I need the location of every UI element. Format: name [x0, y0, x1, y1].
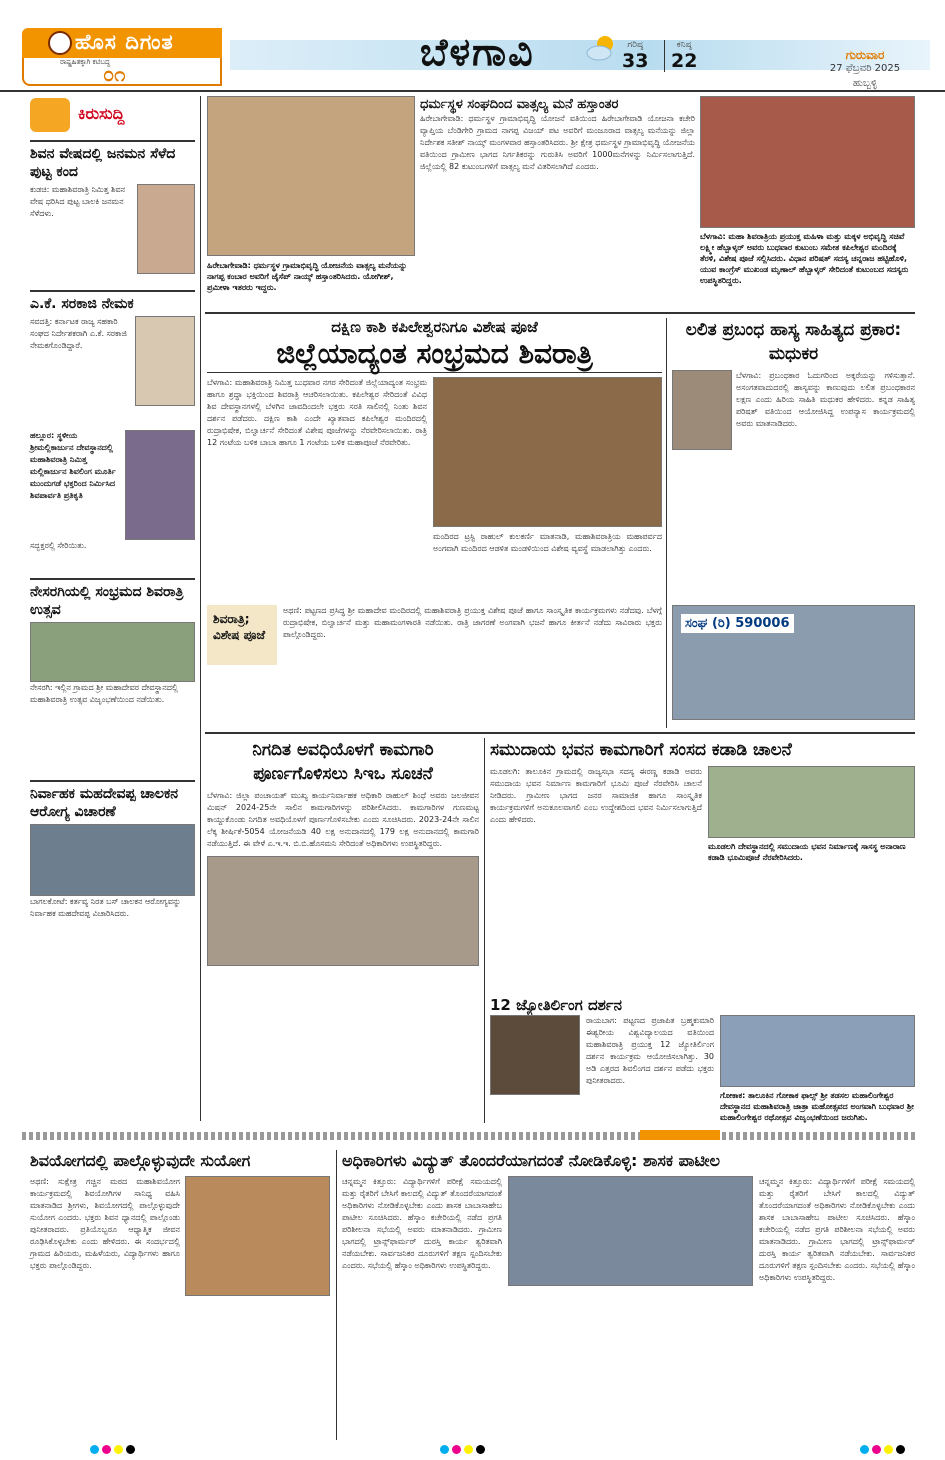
divider-strip — [22, 1132, 915, 1140]
photo-portrait — [135, 316, 195, 406]
registration-dots — [440, 1445, 500, 1455]
brief-title: ಶಿವನ ವೇಷದಲ್ಲಿ ಜನಮನ ಸೆಳೆದ ಪುಟ್ಟ ಕಂದ — [30, 140, 195, 184]
brief-body-tail: ಸದ್ಭಕ್ತರಲ್ಲಿ ಸೇರಿಯಿತು. — [30, 541, 87, 550]
date-block — [800, 48, 930, 89]
photo-procession — [185, 1176, 330, 1296]
photo-abhisheka — [433, 377, 662, 527]
lead-story — [207, 318, 662, 555]
box-title: ಶಿವರಾತ್ರಿ; ವಿಶೇಷ ಪೂಜೆ — [213, 612, 266, 642]
brief-body: ಹಲ್ಲೂರ: ಸ್ಥಳೀಯ ಶ್ರೀಮಲ್ಲಿಕಾರ್ಜುನ ದೇವಸ್ಥಾನದಲ್ಲಿ ಮಹಾಶಿವರಾತ್ರಿ ನಿಮಿತ್ತ ಮಲ್ಲಿಕಾರ್ಜುನ ಶಿವಲಿಂಗ ಮೂರ್ತಿ ಮುಂದುಗಡೆ ಭಕ್ತರಿಂದ ನಿರ್ಮಿಸಿದ ಶಿವಪಾರ್ವತಿ ಪ್ರತಿಕೃತಿ — [30, 431, 116, 500]
photo-story-vatsalya — [207, 96, 415, 293]
story-samudaya — [490, 738, 915, 863]
column-rule — [666, 318, 667, 728]
lead-kicker: ದಕ್ಷಿಣ ಕಾಶಿ ಕಪಿಲೇಶ್ವರನಿಗೂ ವಿಶೇಷ ಪೂಜೆ — [331, 318, 538, 336]
headline: ಸಮುದಾಯ ಭವನ ಕಾಮಗಾರಿಗೆ ಸಂಸದ ಕಡಾಡಿ ಚಾಲನೆ — [490, 740, 792, 760]
max-temp-label: ಗರಿಷ್ಠ — [627, 40, 644, 50]
photo-child — [137, 184, 195, 274]
photo-inspection — [207, 856, 479, 966]
brief-4 — [30, 578, 195, 706]
lead-body: ಬೆಳಗಾವಿ: ಮಹಾಶಿವರಾತ್ರಿ ನಿಮಿತ್ತ ಬುಧವಾರ ನಗರ ಸೇರಿದಂತೆ ಜಿಲ್ಲೆಯಾದ್ಯಂತ ಸಂಭ್ರಮ ಹಾಗೂ ಶ್ರದ್ಧಾ ಭಕ್ತಿಯಿಂದ ಶಿವರಾತ್ರಿ ಆಚರಿಸಲಾಯಿತು. ಕಪಿಲೇಶ್ವರ ಸೇರಿದಂತೆ ವಿವಿಧ ಶಿವ ದೇವಸ್ಥಾನಗಳಲ್ಲಿ ಬೆಳಗಿನ ಜಾವದಿಂದಲೇ ಭಕ್ತರು ಸರತಿ ಸಾಲಿನಲ್ಲಿ ನಿಂತು ಶಿವನ ದರ್ಶನ ಪಡೆದರು. ದಕ್ಷಿಣ ಕಾಶಿ ಎಂದೇ ಖ್ಯಾತವಾದ ಕಪಿಲೇಶ್ವರ ಮಂದಿರದಲ್ಲಿ ರುದ್ರಾಭಿಷೇಕ, ಬಿಲ್ವಾರ್ಚನೆ ಸೇರಿದಂತೆ ವಿಶೇಷ ಪೂಜೆಗಳನ್ನು ನೆರವೇರಿಸಲಾಯಿತು. ರಾತ್ರಿ 12 ಗಂಟೆಯ ಬಳಿಕ ಬಾಬಾ ಹಾಗೂ 1 ಗಂಟೆಯ ಬಳಿಕ ಮಹಾಪೂಜೆ ನೆರವೇರಿತು. — [207, 378, 427, 447]
photo-idol — [125, 430, 195, 540]
shivaratri-tag — [207, 605, 277, 665]
registration-dots — [90, 1445, 150, 1455]
photo-caption: ಬೆಳಗಾವಿ: ಮಹಾ ಶಿವರಾತ್ರಿಯ ಪ್ರಯುಕ್ತ ಮಹಿಳಾ ಮತ್ತು ಮಕ್ಕಳ ಅಭಿವೃದ್ಧಿ ಸಚಿವೆ ಲಕ್ಷ್ಮೀ ಹೆಬ್ಬಾಳ್ಕರ್ ಅವರು ಬುಧವಾರ ಕುಟುಂಬ ಸಮೇತ ಕಪಿಲೇಶ್ವರ ಮಂದಿರಕ್ಕೆ ತೆರಳಿ, ವಿಶೇಷ ಪೂಜೆ ಸಲ್ಲಿಸಿದರು. ವಿಧಾನ ಪರಿಷತ್ ಸದಸ್ಯ ಚನ್ನರಾಜ ಹಟ್ಟಿಹೊಳಿ, ಯುವ ಕಾಂಗ್ರೆಸ್ ಮುಖಂಡ ಮೃಣಾಲ್ ಹೆಬ್ಬಾಳ್ಕರ್ ಸೇರಿದಂತೆ ಕುಟುಂಬದ ಸದಸ್ಯರು ಉಪಸ್ಥಿತರಿದ್ದರು. — [700, 232, 909, 285]
story-lalita — [672, 318, 915, 450]
story-body: ಚನ್ನಮ್ಮನ ಕಿತ್ತೂರು: ವಿದ್ಯಾರ್ಥಿಗಳಿಗೆ ಪರೀಕ್ಷೆ ಸಮಯದಲ್ಲಿ ಮತ್ತು ರೈತರಿಗೆ ಬೇಸಿಗೆ ಕಾಲದಲ್ಲಿ ವಿದ್ಯುತ್ ತೊಂದರೆಯಾಗದಂತೆ ಅಧಿಕಾರಿಗಳು ನೋಡಿಕೊಳ್ಳಬೇಕು ಎಂದು ಶಾಸಕ ಬಾಬಾಸಾಹೇಬ ಪಾಟೀಲ ಸೂಚಿಸಿದರು. ಹೆಸ್ಕಾಂ ಕಚೇರಿಯಲ್ಲಿ ನಡೆದ ಪ್ರಗತಿ ಪರಿಶೀಲನಾ ಸಭೆಯಲ್ಲಿ ಅವರು ಮಾತನಾಡಿದರು. ಗ್ರಾಮೀಣ ಭಾಗದಲ್ಲಿ ಟ್ರಾನ್ಸ್‌ಫಾರ್ಮರ್ ದುರಸ್ತಿ ಕಾರ್ಯ ತ್ವರಿತವಾಗಿ ನಡೆಯಬೇಕು. ಸಾರ್ವಜನಿಕರ ದೂರುಗಳಿಗೆ ತಕ್ಷಣ ಸ್ಪಂದಿಸಬೇಕು ಎಂದರು. ಸಭೆಯಲ್ಲಿ ಹೆಸ್ಕಾಂ ಅಧಿಕಾರಿಗಳು ಉಪಸ್ಥಿತರಿದ್ದರು. — [342, 1177, 502, 1270]
story-body: ಬೆಳಗಾವಿ: ಜಿಲ್ಲಾ ಪಂಚಾಯತ್ ಮುಖ್ಯ ಕಾರ್ಯನಿರ್ವಾಹಕ ಅಧಿಕಾರಿ ರಾಹುಲ್ ಶಿಂಧೆ ಅವರು ಜಲಜೀವನ ಮಿಷನ್ 2024-25ನೇ ಸಾಲಿನ ಕಾಮಗಾರಿಗಳನ್ನು ಪರಿಶೀಲಿಸಿದರು. ಕಾಮಗಾರಿಗಳ ಗುಣಮಟ್ಟ ಕಾಯ್ದುಕೊಂಡು ನಿಗದಿತ ಅವಧಿಯೊಳಗೆ ಪೂರ್ಣಗೊಳಿಸಬೇಕು ಎಂದು ಸೂಚಿಸಿದರು. 2023-24ನೇ ಸಾಲಿನ ಲೆಕ್ಕ ಶೀರ್ಷಿಕೆ-5054 ಯೋಜನೆಯಡಿ 40 ಲಕ್ಷ ಅನುದಾನದಲ್ಲಿ 179 ಲಕ್ಷ ಅನುದಾನದಲ್ಲಿ ಕಾಮಗಾರಿ ನಡೆಯುತ್ತಿದೆ. ಈ ವೇಳೆ ಎ.ಇ.ಇ. ಬಿ.ಬಿ.ಹೊಸಮನಿ ಸೇರಿದಂತೆ ಅಧಿಕಾರಿಗಳು ಉಪಸ್ಥಿತರಿದ್ದರು. — [207, 791, 479, 848]
story-body: ಅಥಣಿ: ಸುಕ್ಷೇತ್ರ ಗಚ್ಚಿನ ಮಠದ ಮಹಾಶಿವಯೋಗ ಕಾರ್ಯಕ್ರಮದಲ್ಲಿ ಶಿವಯೋಗಿಗಳ ಸಾನಿಧ್ಯ ವಹಿಸಿ ಮಾತನಾಡಿದ ಶ್ರೀಗಳು, ಶಿವಯೋಗದಲ್ಲಿ ಪಾಲ್ಗೊಳ್ಳುವುದೇ ಸುಯೋಗ ಎಂದರು. ಭಕ್ತರು ಶಿವನ ಧ್ಯಾನದಲ್ಲಿ ಪಾಲ್ಗೊಂಡು ಪುನೀತರಾದರು. ಪ್ರತಿಯೊಬ್ಬರೂ ಆಧ್ಯಾತ್ಮಿಕ ಜೀವನ ರೂಢಿಸಿಕೊಳ್ಳಬೇಕು ಎಂದು ಹೇಳಿದರು. ಈ ಸಂದರ್ಭದಲ್ಲಿ ಗ್ರಾಮದ ಹಿರಿಯರು, ಮಹಿಳೆಯರು, ವಿದ್ಯಾರ್ಥಿಗಳು ಹಾಗೂ ಭಕ್ತರು ಪಾಲ್ಗೊಂಡಿದ್ದರು. — [30, 1177, 180, 1270]
photo-house-handover — [207, 96, 415, 256]
city-name: ಬೆಳಗಾವಿ — [420, 30, 535, 74]
max-temp-value: 33 — [622, 50, 649, 72]
column-rule — [484, 738, 485, 1123]
weekday: ಗುರುವಾರ — [845, 48, 885, 62]
headline: 12 ಜ್ಯೋತಿರ್ಲಿಂಗ ದರ್ಶನ — [490, 996, 623, 1014]
story-shivaratri-puja — [207, 605, 662, 665]
sun-cloud-icon — [585, 34, 619, 62]
photo-hospital — [30, 824, 195, 896]
brief-body: ನೇಸರಗಿ: ಇಲ್ಲಿನ ಗ್ರಾಮದ ಶ್ರೀ ಮಹಾದೇವರ ದೇವಸ್ಥಾನದಲ್ಲಿ ಮಹಾಶಿವರಾತ್ರಿ ಉತ್ಸವ ವಿಜೃಂಭಣೆಯಿಂದ ನಡೆಯಿತು. — [30, 683, 178, 704]
photo-speaker — [672, 370, 732, 450]
headline: ಶಿವಯೋಗದಲ್ಲಿ ಪಾಲ್ಗೊಳ್ಳುವುದೇ ಸುಯೋಗ — [30, 1151, 251, 1170]
brief-title: ನಿರ್ವಾಹಕ ಮಹದೇವಪ್ಪ ಚಾಲಕನ ಆರೋಗ್ಯ ವಿಚಾರಣೆ — [30, 780, 195, 824]
min-temp-value: 22 — [671, 50, 698, 72]
story-jyotirlinga — [490, 995, 915, 1123]
masthead — [0, 0, 945, 92]
story-nigadita — [207, 738, 479, 966]
photo-temple-puja — [700, 96, 915, 228]
brief-1 — [30, 140, 195, 274]
paper-tagline: ರಾಷ್ಟ್ರಹಿತಕ್ಕಾಗಿ ಕಟಿಬದ್ಧ — [60, 58, 111, 66]
min-temp-box — [664, 40, 697, 72]
story-body: ರಾಯಬಾಗ: ಪಟ್ಟಣದ ಪ್ರಜಾಪಿತ ಬ್ರಹ್ಮಕುಮಾರಿ ಈಶ್ವರೀಯ ವಿಶ್ವವಿದ್ಯಾಲಯದ ವತಿಯಿಂದ ಮಹಾಶಿವರಾತ್ರಿ ಪ್ರಯುಕ್ತ 12 ಜ್ಯೋತಿರ್ಲಿಂಗ ದರ್ಶನ ಕಾರ್ಯಕ್ರಮ ಆಯೋಜಿಸಲಾಗಿತ್ತು. 30 ಅಡಿ ಎತ್ತರದ ಶಿವಲಿಂಗದ ದರ್ಶನ ಪಡೆದು ಭಕ್ತರು ಪುನೀತರಾದರು. — [586, 1016, 714, 1085]
headline: ಧರ್ಮಸ್ಥಳ ಸಂಘದಿಂದ ವಾತ್ಸಲ್ಯ ಮನೆ ಹಸ್ತಾಂತರ — [420, 97, 619, 112]
photo-association — [672, 605, 915, 720]
column-rule — [200, 96, 201, 1121]
headline: ಅಧಿಕಾರಿಗಳು ವಿದ್ಯುತ್ ತೊಂದರೆಯಾಗದಂತೆ ನೋಡಿಕೊಳ್ಳಿ: ಶಾಸಕ ಪಾಟೀಲ — [342, 1151, 720, 1170]
story-body: ಬೆಳಗಾವಿ: ಪ್ರಬಂಧಕಾರ ಓದುಗರಿಂದ ಅಕ್ಕರೆಯನ್ನು ಗಳಿಸುತ್ತಾನೆ. ಅಸಂಗತವಾದುದರಲ್ಲಿ ಹಾಸ್ಯವನ್ನು ಕಾಣುವುದು ಲಲಿತ ಪ್ರಬಂಧಕಾರನ ಲಕ್ಷಣ ಎಂದು ಹಿರಿಯ ಸಾಹಿತಿ ಮಧುಕರ ಹೇಳಿದರು. ಕನ್ನಡ ಸಾಹಿತ್ಯ ಪರಿಷತ್ ವತಿಯಿಂದ ಆಯೋಜಿಸಿದ್ದ ಉಪನ್ಯಾಸ ಕಾರ್ಯಕ್ರಮದಲ್ಲಿ ಅವರು ಮಾತನಾಡಿದರು. — [736, 371, 915, 428]
brief-title: ನೇಸರಗಿಯಲ್ಲಿ ಸಂಭ್ರಮದ ಶಿವರಾತ್ರಿ ಉತ್ಸವ — [30, 578, 195, 622]
banner-text: ಸಂಘ (ರಿ) 590006 — [681, 614, 794, 633]
kirusuddi-label: ಕಿರುಸುದ್ದಿ — [78, 104, 125, 123]
headline: ಲಲಿತ ಪ್ರಬಂಧ ಹಾಸ್ಯ ಸಾಹಿತ್ಯದ ಪ್ರಕಾರ: ಮಧುಕರ — [685, 320, 902, 364]
brief-title: ಎ.ಕೆ. ಸರಕಾಜಿ ನೇಮಕ — [30, 290, 195, 316]
photo-caption: ಮೂಡಲಗಿ ದೇವಸ್ಥಾನದಲ್ಲಿ ಸಮುದಾಯ ಭವನ ನಿರ್ಮಾಣಕ್ಕೆ ಸಾಸಸ್ಥ ಅನಾರಾಣ ಕಡಾಡಿ ಭೂಮಿಪೂಜೆ ನೆರವೇರಿಸಿದರು. — [708, 842, 906, 862]
divider-accent — [640, 1130, 720, 1140]
lead-headline: ಜಿಲ್ಲೆಯಾದ್ಯಂತ ಸಂಭ್ರಮದ ಶಿವರಾತ್ರಿ — [207, 336, 662, 373]
photo-caption: ಗೋಕಾಕ: ತಾಲೂಕಿನ ಗೋಕಾಕ ಫಾಲ್ಸ್ ಶ್ರೀ ತಡಸಲ ಮಹಾಲಿಂಗೇಶ್ವರ ದೇವಸ್ಥಾನದ ಮಹಾಶಿವರಾತ್ರಿ ಜಾತ್ರಾ ಮಹೋತ್ಸವದ ಅಂಗವಾಗಿ ಬುಧವಾರ ಶ್ರೀ ಮಹಾಲಿಂಗೇಶ್ವರ ರಥೋತ್ಸವ ವಿಜೃಂಭಣೆಯಿಂದ ಜರುಗಿತು. — [720, 1091, 914, 1122]
edition-place: ಹುಬ್ಬಳ್ಳಿ — [852, 78, 878, 89]
headline: ನಿಗದಿತ ಅವಧಿಯೊಳಗೆ ಕಾಮಗಾರಿ ಪೂರ್ಣಗೊಳಿಸಲು ಸಿಇಒ ಸೂಚನೆ — [252, 740, 434, 784]
hand-icon — [30, 98, 70, 132]
page-number: ೦೧ — [103, 62, 126, 86]
story-body: ಮೂಡಲಗಿ: ತಾಲೂಕಿನ ಗ್ರಾಮದಲ್ಲಿ ರಾಜ್ಯಸಭಾ ಸದಸ್ಯ ಈರಣ್ಣ ಕಡಾಡಿ ಅವರು ಸಮುದಾಯ ಭವನ ನಿರ್ಮಾಣ ಕಾಮಗಾರಿಗೆ ಭೂಮಿ ಪೂಜೆ ನೆರವೇರಿಸಿ ಚಾಲನೆ ನೀಡಿದರು. ಗ್ರಾಮೀಣ ಭಾಗದ ಜನರ ಸಾಮಾಜಿಕ ಹಾಗೂ ಸಾಂಸ್ಕೃತಿಕ ಕಾರ್ಯಕ್ರಮಗಳಿಗೆ ಅನುಕೂಲವಾಗಲಿ ಎಂಬ ಉದ್ದೇಶದಿಂದ ಭವನ ನಿರ್ಮಿಸಲಾಗುತ್ತಿದೆ ಎಂದು ಹೇಳಿದರು. — [490, 767, 702, 824]
story-shivayoga — [30, 1150, 330, 1296]
brief-5 — [30, 780, 195, 920]
story-body-continued: ಚನ್ನಮ್ಮನ ಕಿತ್ತೂರು: ವಿದ್ಯಾರ್ಥಿಗಳಿಗೆ ಪರೀಕ್ಷೆ ಸಮಯದಲ್ಲಿ ಮತ್ತು ರೈತರಿಗೆ ಬೇಸಿಗೆ ಕಾಲದಲ್ಲಿ ವಿದ್ಯುತ್ ತೊಂದರೆಯಾಗದಂತೆ ಅಧಿಕಾರಿಗಳು ನೋಡಿಕೊಳ್ಳಬೇಕು ಎಂದು ಶಾಸಕ ಬಾಬಾಸಾಹೇಬ ಪಾಟೀಲ ಸೂಚಿಸಿದರು. ಹೆಸ್ಕಾಂ ಕಚೇರಿಯಲ್ಲಿ ನಡೆದ ಪ್ರಗತಿ ಪರಿಶೀಲನಾ ಸಭೆಯಲ್ಲಿ ಅವರು ಮಾತನಾಡಿದರು. ಗ್ರಾಮೀಣ ಭಾಗದಲ್ಲಿ ಟ್ರಾನ್ಸ್‌ಫಾರ್ಮರ್ ದುರಸ್ತಿ ಕಾರ್ಯ ತ್ವರಿತವಾಗಿ ನಡೆಯಬೇಕು. ಸಾರ್ವಜನಿಕರ ದೂರುಗಳಿಗೆ ತಕ್ಷಣ ಸ್ಪಂದಿಸಬೇಕು ಎಂದರು. ಸಭೆಯಲ್ಲಿ ಹೆಸ್ಕಾಂ ಅಧಿಕಾರಿಗಳು ಉಪಸ್ಥಿತರಿದ್ದರು. — [759, 1177, 915, 1282]
photo-jyotirlinga — [490, 1015, 580, 1095]
section-rule — [205, 312, 915, 314]
photo-caption: ಹಿರೇಬಾಗೇವಾಡಿ: ಧರ್ಮಸ್ಥಳ ಗ್ರಾಮಾಭಿವೃದ್ಧಿ ಯೋಜನೆಯ ವಾತ್ಸಲ್ಯ ಮನೆಯನ್ನು ನಾಗಪ್ಪ ಕಂಬಾರ ಅವರಿಗೆ ಜೈಸೆಪ್ ನಾಯ್ಕ್ ಹಸ್ತಾಂತರಿಸಿದರು. ಯೋಗೀಶ್, ಪ್ರಮೀಳಾ ಇತರರು ಇದ್ದರು. — [207, 261, 408, 292]
min-temp-label: ಕನಿಷ್ಠ — [676, 40, 692, 50]
story-body: ಹಿರೇಬಾಗೇವಾಡಿ: ಧರ್ಮಸ್ಥಳ ಗ್ರಾಮಾಭಿವೃದ್ಧಿ ಯೋಜನೆ ವತಿಯಿಂದ ಹಿರೇಬಾಗೇವಾಡಿ ಯೋಜನಾ ಕಚೇರಿ ವ್ಯಾಪ್ತಿಯ ಬೆಂಡಿಗೇರಿ ಗ್ರಾಮದ ನಾಗಪ್ಪ ವಿಜಯ್ ಪಟ ಅವರಿಗೆ ಮಂಜೂರಾದ ವಾತ್ಸಲ್ಯ ಮನೆಯನ್ನು ಜಿಲ್ಲಾ ನಿರ್ದೇಶಕ ಸತೀಶ್ ನಾಯ್ಕ್ ಮಂಗಳವಾರ ಹಸ್ತಾಂತರಿಸಿದರು. ಶ್ರೀ ಕ್ಷೇತ್ರ ಧರ್ಮಸ್ಥಳ ಗ್ರಾಮಾಭಿವೃದ್ಧಿ ಯೋಜನೆಯ ವತಿಯಿಂದ ಗ್ರಾಮೀಣ ಭಾಗದ ನಿರ್ಗತಿಕರನ್ನು ಗುರುತಿಸಿ ಅವರಿಗೆ 1000ಮನೆಗಳನ್ನು ನಿರ್ಮಿಸಲಾಗುತ್ತಿದೆ. ಜಿಲ್ಲೆಯಲ್ಲಿ 82 ಕುಟುಂಬಗಳಿಗೆ ವಾತ್ಸಲ್ಯ ಮನೆ ವಿತರಿಸಲಾಗಿದೆ ಎಂದರು. — [420, 114, 695, 171]
date: 27 ಫೆಬ್ರವರಿ 2025 — [829, 63, 901, 74]
logo-emblem-icon — [48, 31, 72, 55]
photo-chariot — [720, 1015, 915, 1087]
story-vidyut — [342, 1150, 915, 1286]
brief-body: ಬಾಗಲಕೋಟೆ: ಕರ್ತವ್ಯ ನಿರತ ಬಸ್ ಚಾಲಕನ ಆರೋಗ್ಯವನ್ನು ನಿರ್ವಾಹಕ ಮಹದೇವಪ್ಪ ವಿಚಾರಿಸಿದರು. — [30, 897, 181, 918]
section-rule — [205, 732, 915, 734]
photo-bhoomi-puja — [708, 766, 915, 838]
brief-body: ಸವದತ್ತಿ: ಕರ್ನಾಟಕ ರಾಜ್ಯ ಸಹಕಾರಿ ಸಂಘದ ನಿರ್ದೇಶಕರಾಗಿ ಎ.ಕೆ. ಸರಕಾಜಿ ನೇಮಕಗೊಂಡಿದ್ದಾರೆ. — [30, 317, 127, 350]
photo-meeting — [672, 605, 915, 720]
story-vatsalya — [420, 96, 695, 173]
brief-3 — [30, 430, 195, 552]
kirusuddi-header — [30, 102, 190, 126]
photo-meeting-hall — [508, 1176, 753, 1286]
lead-photo-caption: ಮಂದಿರದ ಟ್ರಸ್ಟಿ ರಾಹುಲ್ ಕುಲಕರ್ಣಿ ಮಾತನಾಡಿ, ಮಹಾಶಿವರಾತ್ರಿಯ ಮಹಾಪರ್ವದ ಅಂಗವಾಗಿ ಮಂದಿರದ ಆಡಳಿತ ಮಂಡಳಿಯಿಂದ ವಿಶೇಷ ವ್ಯವಸ್ಥೆ ಮಾಡಲಾಗಿತ್ತು ಎಂದರು. — [433, 532, 662, 553]
max-temp-box — [622, 40, 648, 72]
brief-2 — [30, 290, 195, 406]
paper-name: ಹೊಸ ದಿಗಂತ — [75, 30, 174, 54]
brief-body: ಕುಡಚಿ: ಮಹಾಶಿವರಾತ್ರಿ ನಿಮಿತ್ತ ಶಿವನ ವೇಷ ಧರಿಸಿದ ಪುಟ್ಟ ಬಾಲಕಿ ಜನಮನ ಸೆಳೆದಳು. — [30, 185, 126, 218]
registration-dots — [860, 1445, 920, 1455]
story-body: ಅಥಣಿ: ಪಟ್ಟಣದ ಪ್ರಸಿದ್ಧ ಶ್ರೀ ಮಹಾದೇವ ಮಂದಿರದಲ್ಲಿ ಮಹಾಶಿವರಾತ್ರಿ ಪ್ರಯುಕ್ತ ವಿಶೇಷ ಪೂಜೆ ಹಾಗೂ ಸಾಂಸ್ಕೃತಿಕ ಕಾರ್ಯಕ್ರಮಗಳು ನಡೆದವು. ಬೆಳಗ್ಗೆ ರುದ್ರಾಭಿಷೇಕ, ಬಿಲ್ವಾರ್ಚನೆ ಮತ್ತು ಮಹಾಮಂಗಳಾರತಿ ನಡೆಯಿತು. ರಾತ್ರಿ ಜಾಗರಣೆ ಅಂಗವಾಗಿ ಭಜನೆ ಹಾಗೂ ಕೀರ್ತನೆ ನಡೆದು ಸಾವಿರಾರು ಭಕ್ತರು ಪಾಲ್ಗೊಂಡಿದ್ದರು. — [283, 606, 662, 639]
photo-story-kapileshwar — [700, 96, 915, 286]
photo-crowd — [30, 622, 195, 682]
column-rule — [336, 1150, 337, 1440]
